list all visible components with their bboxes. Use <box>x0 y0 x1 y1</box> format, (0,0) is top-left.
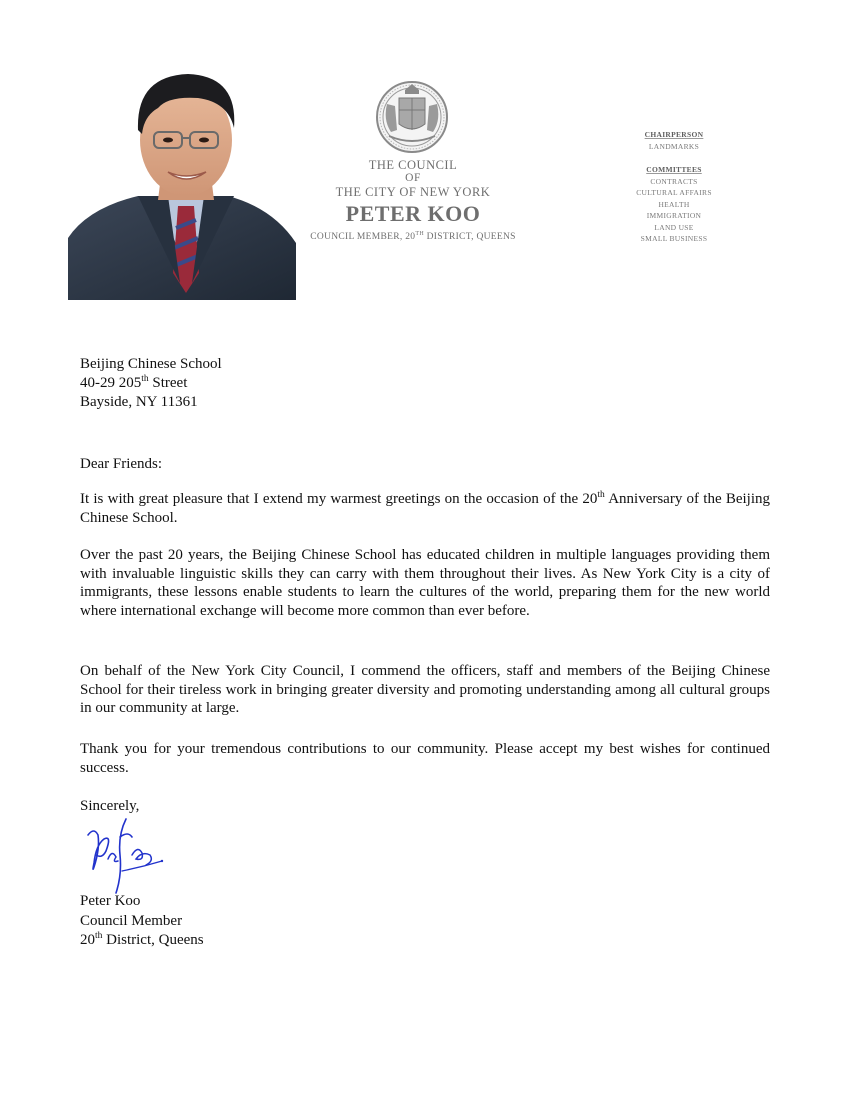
signer-title: Council Member <box>80 912 183 929</box>
letterhead-member-title <box>280 231 546 242</box>
committee-item: HEALTH <box>658 199 690 209</box>
member-title-superscript: TH <box>415 231 424 237</box>
body-paragraph-3: On behalf of the New York City Council, I commend the officers, staff and members of the Beijing Chinese School for their tireless work in bringing greater diversity and promoting understanding among all cultural groups in our community at large. <box>80 663 770 716</box>
district-superscript: th <box>95 931 103 941</box>
letterhead-member-name: PETER KOO <box>345 201 481 226</box>
member-title-text-end: DISTRICT, QUEENS <box>423 232 516 243</box>
body-paragraph-2: Over the past 20 years, the Beijing Chinese School has educated children in multiple languages providing them with invaluable linguistic skills they can carry with them throughout their lives. As New York City is a city of immigrants, these lessons enable students to learn the cultures of the world, preparing them for the new world where international exchange will become more common than ever before. <box>80 547 770 619</box>
council-heading-line2: OF <box>405 172 421 184</box>
committee-item: CULTURAL AFFAIRS <box>636 188 712 197</box>
chairperson-section <box>618 129 730 152</box>
recipient-city: Bayside, NY 11361 <box>80 394 198 410</box>
closing: Sincerely, <box>80 798 140 814</box>
committee-item: LAND USE <box>654 222 694 232</box>
chairperson-heading: CHAIRPERSON <box>644 130 704 139</box>
committees-heading: COMMITTEES <box>646 165 702 174</box>
p1-text: It is with great pleasure that I extend my warmest greetings on the occasion of the 20 <box>80 491 598 507</box>
body-paragraph-1 <box>80 490 770 527</box>
street-number: 40-29 205 <box>80 375 142 391</box>
street-superscript: th <box>141 374 149 384</box>
city-seal-logo <box>375 80 449 154</box>
committees-section <box>618 164 730 245</box>
committee-item: CONTRACTS <box>650 176 698 186</box>
signature-block <box>80 892 770 951</box>
signer-name: Peter Koo <box>80 893 141 909</box>
recipient-street <box>80 374 770 393</box>
council-heading-line3: THE CITY OF NEW YORK <box>335 185 491 199</box>
handwritten-signature <box>82 815 166 897</box>
street-suffix: Street <box>148 375 188 391</box>
chair-item: LANDMARKS <box>648 141 700 151</box>
signer-district <box>80 931 770 951</box>
p1-text-end: Anniversary of the Beijing Chinese School. <box>80 491 770 526</box>
committee-item: SMALL BUSINESS <box>640 234 708 243</box>
salutation: Dear Friends: <box>80 456 163 472</box>
council-member-photo <box>68 68 296 300</box>
body-paragraph-4: Thank you for your tremendous contributions to our community. Please accept my best wishes for continued success. <box>80 741 770 776</box>
p1-superscript: th <box>597 490 605 500</box>
council-heading-line1: THE COUNCIL <box>368 158 458 172</box>
district-number: 20 <box>80 932 95 948</box>
committee-item: IMMIGRATION <box>646 211 702 220</box>
member-title-text: COUNCIL MEMBER, 20 <box>310 232 416 243</box>
district-suffix: District, Queens <box>102 932 204 948</box>
recipient-address <box>80 355 770 412</box>
recipient-name: Beijing Chinese School <box>80 356 222 372</box>
